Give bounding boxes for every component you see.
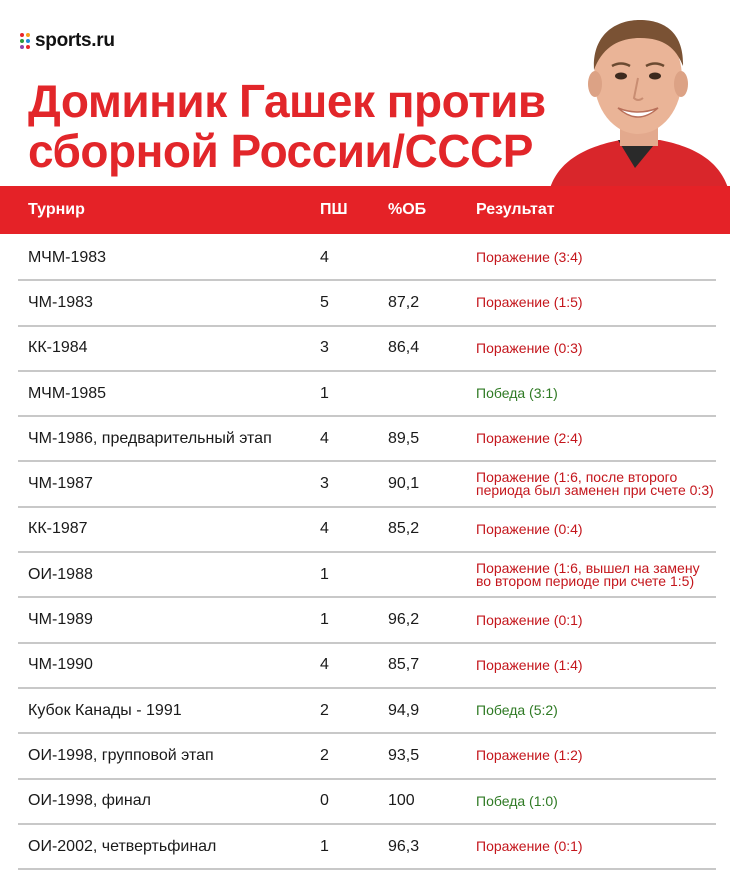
cell-goals: 3 bbox=[320, 475, 329, 493]
cell-result: Победа (3:1) bbox=[476, 385, 558, 402]
logo-dots-icon bbox=[20, 33, 30, 49]
table-row bbox=[18, 372, 716, 417]
cell-result: Поражение (0:3) bbox=[476, 339, 583, 356]
cell-result: Поражение (2:4) bbox=[476, 430, 583, 447]
player-portrait-icon bbox=[540, 8, 730, 188]
table-row bbox=[18, 236, 716, 281]
table-row bbox=[18, 553, 716, 598]
cell-result: Поражение (1:5) bbox=[476, 294, 583, 311]
title-line-1: Доминик Гашек против bbox=[28, 75, 546, 127]
cell-save-pct: 90,1 bbox=[388, 475, 420, 493]
sports-ru-logo[interactable] bbox=[20, 30, 115, 52]
cell-result: Поражение (1:2) bbox=[476, 747, 583, 764]
cell-tournament: МЧМ-1983 bbox=[28, 248, 107, 266]
cell-goals: 5 bbox=[320, 293, 329, 311]
cell-save-pct: 94,9 bbox=[388, 701, 420, 719]
cell-save-pct bbox=[388, 236, 458, 279]
cell-tournament: ЧМ-1987 bbox=[28, 475, 93, 493]
table-header bbox=[0, 186, 730, 234]
header-tournament: Турнир bbox=[28, 201, 85, 218]
title-line-2: сборной России/СССР bbox=[28, 125, 533, 177]
results-table bbox=[18, 236, 716, 870]
cell-tournament: Кубок Канады - 1991 bbox=[28, 701, 182, 719]
table-row bbox=[18, 644, 716, 689]
header-goals: ПШ bbox=[320, 201, 348, 218]
table-row bbox=[18, 825, 716, 870]
cell-goals: 1 bbox=[320, 384, 329, 402]
cell-save-pct: 100 bbox=[388, 792, 415, 810]
cell-tournament: ЧМ-1990 bbox=[28, 656, 93, 674]
cell-tournament: ЧМ-1983 bbox=[28, 293, 93, 311]
cell-result: Поражение (0:1) bbox=[476, 611, 583, 628]
cell-save-pct: 96,3 bbox=[388, 837, 420, 855]
cell-save-pct: 89,5 bbox=[388, 429, 420, 447]
table-row bbox=[18, 780, 716, 825]
table-row bbox=[18, 734, 716, 779]
cell-save-pct: 85,2 bbox=[388, 520, 420, 538]
table-row bbox=[18, 462, 716, 507]
cell-save-pct bbox=[388, 372, 458, 415]
cell-goals: 2 bbox=[320, 701, 329, 719]
table-row bbox=[18, 598, 716, 643]
table-row bbox=[18, 281, 716, 326]
cell-tournament: ОИ-1988 bbox=[28, 565, 93, 583]
cell-save-pct: 87,2 bbox=[388, 293, 420, 311]
cell-result: Поражение (3:4) bbox=[476, 249, 583, 266]
page-title bbox=[28, 76, 568, 176]
table-row bbox=[18, 417, 716, 462]
table-row bbox=[18, 327, 716, 372]
cell-goals: 4 bbox=[320, 429, 329, 447]
cell-tournament: КК-1984 bbox=[28, 339, 88, 357]
cell-save-pct bbox=[388, 553, 458, 596]
cell-save-pct: 93,5 bbox=[388, 746, 420, 764]
cell-result: Поражение (0:1) bbox=[476, 838, 583, 854]
header-save-pct: %ОБ bbox=[388, 201, 427, 218]
cell-tournament: ОИ-1998, групповой этап bbox=[28, 746, 214, 764]
cell-goals: 4 bbox=[320, 520, 329, 538]
cell-goals: 1 bbox=[320, 565, 329, 583]
logo-text: sports.ru bbox=[35, 30, 115, 51]
cell-goals: 2 bbox=[320, 746, 329, 764]
cell-tournament: ЧМ-1986, предварительный этап bbox=[28, 429, 272, 447]
cell-result: Победа (5:2) bbox=[476, 702, 558, 719]
cell-result: Победа (1:0) bbox=[476, 792, 558, 809]
cell-save-pct: 85,7 bbox=[388, 656, 420, 674]
table-row bbox=[18, 689, 716, 734]
cell-goals: 1 bbox=[320, 837, 329, 855]
cell-goals: 3 bbox=[320, 339, 329, 357]
cell-result: Поражение (1:6, после второго периода был заменен при счете 0:3) bbox=[476, 469, 714, 499]
cell-goals: 0 bbox=[320, 792, 329, 810]
cell-tournament: ЧМ-1989 bbox=[28, 611, 93, 629]
cell-goals: 4 bbox=[320, 656, 329, 674]
cell-result: Поражение (1:6, вышел на замену во втором периоде при счете 1:5) bbox=[476, 559, 700, 589]
table-row bbox=[18, 508, 716, 553]
cell-goals: 1 bbox=[320, 611, 329, 629]
header-result: Результат bbox=[476, 201, 555, 218]
cell-tournament: МЧМ-1985 bbox=[28, 384, 107, 402]
cell-tournament: ОИ-1998, финал bbox=[28, 792, 151, 810]
cell-goals: 4 bbox=[320, 248, 329, 266]
cell-tournament: КК-1987 bbox=[28, 520, 88, 538]
cell-save-pct: 96,2 bbox=[388, 611, 420, 629]
cell-result: Поражение (1:4) bbox=[476, 656, 583, 673]
cell-result: Поражение (0:4) bbox=[476, 520, 583, 537]
cell-save-pct: 86,4 bbox=[388, 339, 420, 357]
cell-tournament: ОИ-2002, четвертьфинал bbox=[28, 837, 217, 855]
